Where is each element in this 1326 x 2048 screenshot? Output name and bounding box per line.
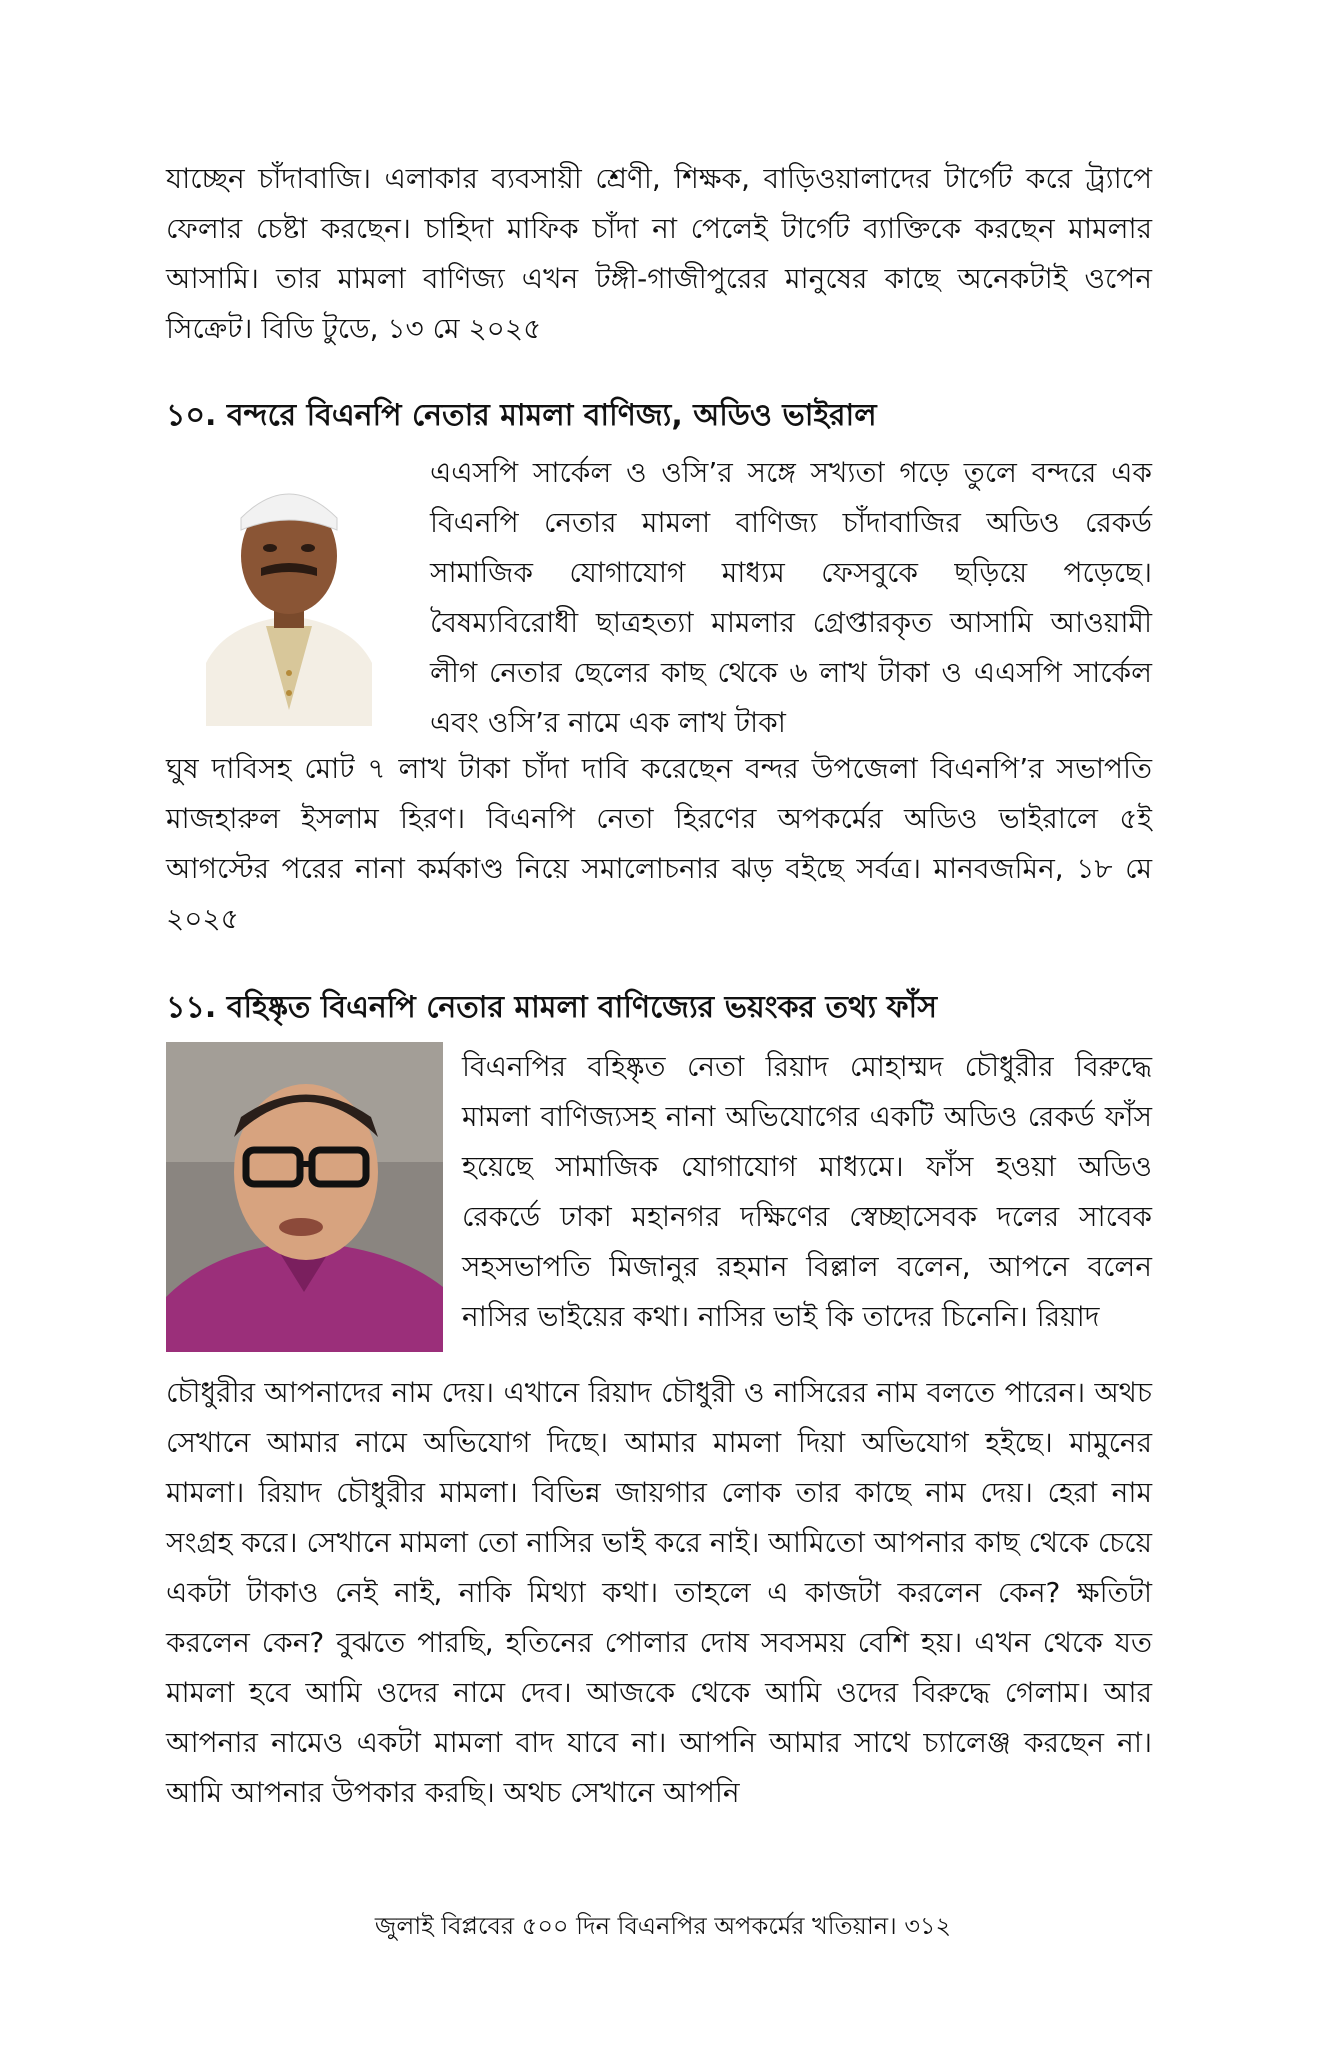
- page-footer: জুলাই বিপ্লবের ৫০০ দিন বিএনপির অপকর্মের খতিয়ান। ৩১২: [374, 1912, 952, 1940]
- portrait-man-with-cap-image: [166, 448, 412, 726]
- section-10-photo: [166, 448, 412, 726]
- intro-paragraph: যাচ্ছেন চাঁদাবাজি। এলাকার ব্যবসায়ী শ্রেণী, শিক্ষক, বাড়িওয়ালাদের টার্গেট করে ট্র্যাপে ফেলার চেষ্টা করছেন। চাহিদা মাফিক চাঁদা না পেলেই টার্গেট ব্যাক্তিকে করছেন মামলার আসামি। তার মামলা বাণিজ্য এখন টঙ্গী-গাজীপুরের মানুষের কাছে অনেকটাই ওপেন সিক্রেট। বিডি টুডে, ১৩ মে ২০২৫: [166, 162, 1152, 345]
- section-10-side-text: এএসপি সার্কেল ও ওসি’র সঙ্গে সখ্যতা গড়ে তুলে বন্দরে এক বিএনপি নেতার মামলা বাণিজ্য চাঁদাবাজির অডিও রেকর্ড সামাজিক যোগাযোগ মাধ্যম ফেসবুকে ছড়িয়ে পড়েছে। বৈষম্যবিরোধী ছাত্রহত্যা মামলার গ্রেপ্তারকৃত আসামি আওয়ামী লীগ নেতার ছেলের কাছ থেকে ৬ লাখ টাকা ও এএসপি সার্কেল এবং ওসি’র নামে এক লাখ টাকা: [430, 456, 1152, 739]
- section-10-heading: ১০. বন্দরে বিএনপি নেতার মামলা বাণিজ্য, অডিও ভাইরাল: [166, 398, 877, 433]
- section-11-side-text: বিএনপির বহিষ্কৃত নেতা রিয়াদ মোহাম্মদ চৌধুরীর বিরুদ্ধে মামলা বাণিজ্যসহ নানা অভিযোগের একটি অডিও রেকর্ড ফাঁস হয়েছে সামাজিক যোগাযোগ মাধ্যমে। ফাঁস হওয়া অডিও রেকর্ডে ঢাকা মহানগর দক্ষিণের স্বেচ্ছাসেবক দলের সাবেক সহসভাপতি মিজানুর রহমান বিল্লাল বলেন, আপনে বলেন নাসির ভাইয়ের কথা। নাসির ভাই কি তাদের চিনেনি। রিয়াদ: [462, 1050, 1152, 1333]
- section-11-heading: ১১. বহিষ্কৃত বিএনপি নেতার মামলা বাণিজ্যের ভয়ংকর তথ্য ফাঁস: [166, 990, 938, 1025]
- section-10-body: ঘুষ দাবিসহ মোট ৭ লাখ টাকা চাঁদা দাবি করেছেন বন্দর উপজেলা বিএনপি’র সভাপতি মাজহারুল ইসলাম হিরণ। বিএনপি নেতা হিরণের অপকর্মের অডিও ভাইরালে ৫ই আগস্টের পরের নানা কর্মকাণ্ড নিয়ে সমালোচনার ঝড় বইছে সর্বত্র। মানবজমিন, ১৮ মে ২০২৫: [166, 752, 1152, 935]
- section-11-body: চৌধুরীর আপনাদের নাম দেয়। এখানে রিয়াদ চৌধুরী ও নাসিরের নাম বলতে পারেন। অথচ সেখানে আমার নামে অভিযোগ দিছে। আমার মামলা দিয়া অভিযোগ হইছে। মামুনের মামলা। রিয়াদ চৌধুরীর মামলা। বিভিন্ন জায়গার লোক তার কাছে নাম দেয়। হেরা নাম সংগ্রহ করে। সেখানে মামলা তো নাসির ভাই করে নাই। আমিতো আপনার কাছ থেকে চেয়ে একটা টাকাও নেই নাই, নাকি মিথ্যা কথা। তাহলে এ কাজটা করলেন কেন? ক্ষতিটা করলেন কেন? বুঝতে পারছি, হতিনের পোলার দোষ সবসময় বেশি হয়। এখন থেকে যত মামলা হবে আমি ওদের নামে দেব। আজকে থেকে আমি ওদের বিরুদ্ধে গেলাম। আর আপনার নামেও একটা মামলা বাদ যাবে না। আপনি আমার সাথে চ্যালেঞ্জ করছেন না। আমি আপনার উপকার করছি। অথচ সেখানে আপনি: [166, 1376, 1152, 1809]
- section-11-photo: [166, 1042, 443, 1352]
- portrait-man-with-glasses-image: [166, 1042, 443, 1352]
